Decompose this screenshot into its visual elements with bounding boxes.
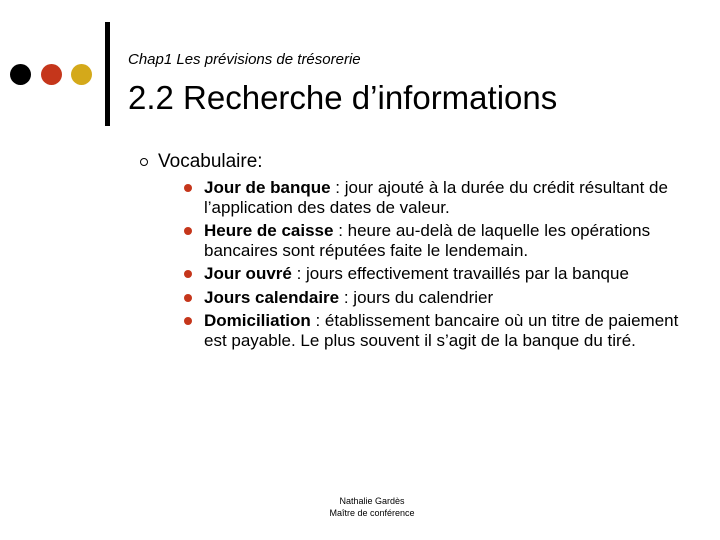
footer-author: Nathalie Gardès [339,496,405,506]
circle-bullet-icon [184,294,192,302]
definition: : jours effectivement travaillés par la banque [291,264,629,283]
slide-content [140,150,700,354]
circle-bullet-icon [184,270,192,278]
circle-bullet-icon [184,317,192,325]
dot-red-icon [41,64,62,85]
definition: : heure au-delà de laquelle les opérations bancaires sont réputées faite le lendemain. [204,221,651,260]
list-item [158,264,700,284]
list-item [158,311,700,350]
slide-footer [0,495,720,519]
slide-title: 2.2 Recherche d’informations [128,79,558,116]
title-divider [105,22,110,126]
dot-black-icon [10,64,31,85]
circle-bullet-icon [184,227,192,235]
definition: : jours du calendrier [339,287,494,307]
definition: : jour ajouté à la durée du crédit résultant de l’application des dates de valeur. [204,178,668,217]
hollow-circle-bullet-icon [140,158,148,166]
definition: : établissement bancaire où un titre de paiement est payable. Le plus souvent il s’agit de la banque du tiré. [204,311,679,350]
term: Jours calendaire [204,287,340,307]
term: Heure de caisse [204,221,334,240]
footer-role: Maître de conférence [329,508,415,518]
dot-yellow-icon [71,64,92,85]
term: Domiciliation [204,311,311,330]
list-item [158,288,700,308]
chapter-subtitle: Chap1 Les prévisions de trésorerie [128,51,361,68]
vocabulary-list [158,178,700,350]
term: Jour ouvré [204,264,292,283]
circle-bullet-icon [184,184,192,192]
list-item [158,178,700,217]
vocabulary-section [140,150,700,350]
vocabulary-heading: Vocabulaire: [158,151,263,172]
term: Jour de banque [204,178,331,197]
decorative-dots [10,64,92,86]
list-item [158,221,700,260]
